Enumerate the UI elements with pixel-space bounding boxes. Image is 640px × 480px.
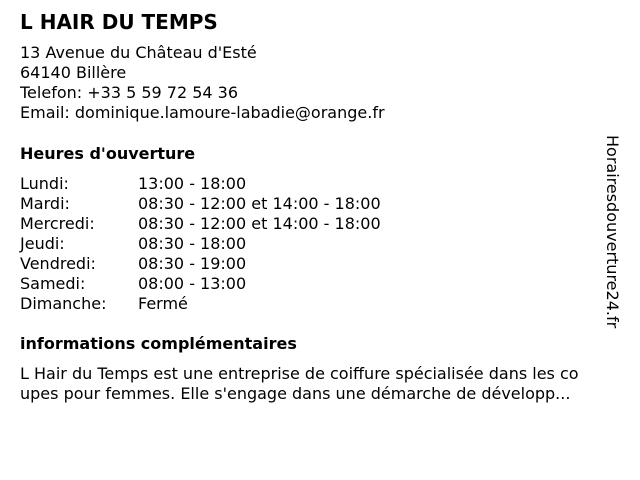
day-hours: 08:30 - 18:00: [138, 234, 247, 253]
business-description: [20, 364, 632, 404]
day-label: Lundi:: [20, 174, 69, 193]
day-hours: 08:30 - 12:00 et 14:00 - 18:00: [138, 194, 381, 213]
day-hours: 08:30 - 12:00 et 14:00 - 18:00: [138, 214, 381, 233]
day-label: Mercredi:: [20, 214, 95, 233]
additional-info-heading: informations complémentaires: [20, 334, 297, 353]
contact-block: [20, 43, 385, 123]
day-label: Mardi:: [20, 194, 70, 213]
day-label: Jeudi:: [20, 234, 65, 253]
site-watermark: Horairesdouverture24.fr: [603, 135, 622, 329]
description-line: upes pour femmes. Elle s'engage dans une démarche de développ...: [20, 384, 571, 403]
day-label: Vendredi:: [20, 254, 96, 273]
day-label: Samedi:: [20, 274, 86, 293]
day-hours: 13:00 - 18:00: [138, 174, 247, 193]
phone-number: Telefon: +33 5 59 72 54 36: [20, 83, 239, 102]
address-city: 64140 Billère: [20, 63, 127, 82]
day-hours: 08:00 - 13:00: [138, 274, 247, 293]
business-name: L HAIR DU TEMPS: [20, 10, 218, 34]
day-label: Dimanche:: [20, 294, 107, 313]
day-hours: Fermé: [138, 294, 188, 313]
email-address: Email: dominique.lamoure-labadie@orange.fr: [20, 103, 385, 122]
description-line: L Hair du Temps est une entreprise de coiffure spécialisée dans les co: [20, 364, 579, 383]
day-hours: 08:30 - 19:00: [138, 254, 247, 273]
opening-hours-heading: Heures d'ouverture: [20, 144, 196, 163]
address-street: 13 Avenue du Château d'Esté: [20, 43, 257, 62]
